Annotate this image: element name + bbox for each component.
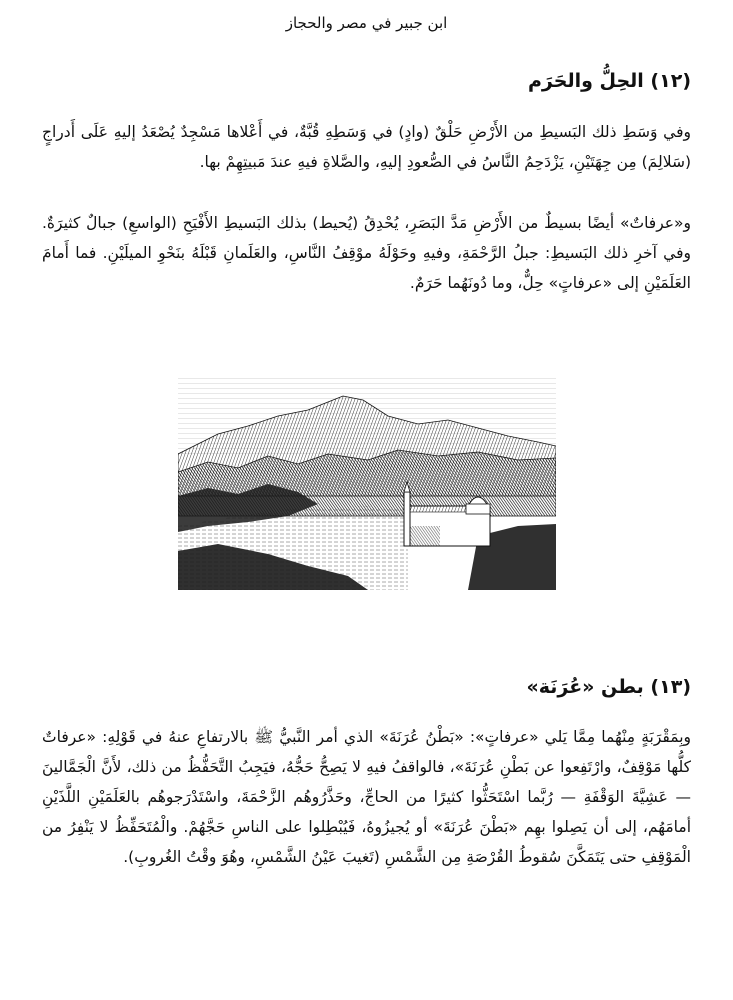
section-title-13: (١٣) بطن «عُرَنَة» [526, 676, 691, 698]
paragraph-12-1: وفي وَسَطِ ذلك البَسيطِ من الأَرْضِ حَلْقٌ (وادٍ) في وَسَطِهِ قُبَّةٌ، في أَعْلاها مَسْجِدٌ يُصْعَدُ إليهِ عَلَى أَدراجٍ (سَلالِمَ) مِن جِهَتَيْنِ، يَزْدَحِمُ النَّاسُ في الصُّعودِ إليهِ، والصَّلاةِ فيهِ عندَ مَبيتِهِمْ بها. [42, 123, 691, 171]
mountain-landscape-illustration [178, 376, 556, 590]
running-header: ابن جبير في مصر والحجاز [285, 14, 448, 32]
section-title-12: (١٢) الحِلُّ والحَرَم [528, 70, 691, 92]
paragraph-13-1: وبِمَقْرَبَةٍ مِنْهُما مِمَّا يَلي «عرفاتٍ»: «بَطْنُ عُرَنَةَ» الذي أمر النَّبيُّ ﷺ بالارتفاعِ عنهُ في قَوْلِهِ: «عرفاتٌ كلُّها مَوْقِفٌ، وارْتَفِعوا عن بَطْنِ عُرَنَةَ»، فالواقفُ فيهِ لا يَصِحُّ حَجُّهُ، فيَجِبُ التَّحَفُّظُ من ذلك، لأَنَّ الْجَمَّالينَ — عَشِيَّةَ الوَقْفَةِ — رُبَّما اسْتَحَثُّوا كثيرًا من الحاجِّ، وحَذَّرُوهُم الزَّحْمَةَ، واسْتَدْرَجوهُم بالعَلَمَيْنِ اللَّذَيْنِ أمامَهُم، إلى أن يَصِلوا بهِم «بَطْنَ عُرَنَةَ» أو يُجيزُوهُ، فَيُبْطِلوا على الناسِ حَجَّهُمْ. والْمُتَحَفِّظُ لا يَنْفِرُ من الْمَوْقِفِ حتى يَتَمَكَّنَ سُقوطُ القُرْصَةِ مِن الشَّمْسِ (تَغيبَ عَيْنُ الشَّمْسِ، وهُوَ وقْتُ الغُروبِ). [42, 728, 691, 866]
paragraph-12-2: و«عرفاتٌ» أيضًا بسيطٌ من الأَرْضِ مَدَّ البَصَرِ، يُحْدِقُ (يُحيط) بذلك البَسيطِ الأَفْيَحِ (الواسعِ) جبالٌ كثيرَةٌ. وفي آخرِ ذلك البَسيطِ: جبلُ الرَّحْمَةِ، وفيهِ وحَوْلَهُ موْقِفُ النَّاسِ، والعَلَمانِ قَبْلَهُ بنَحْوِ الميلَيْنِ. فما أَمامَ العَلَمَيْنِ إلى «عرفاتٍ» حِلٌّ، وما دُونَهُما حَرَمٌ. [42, 214, 691, 292]
